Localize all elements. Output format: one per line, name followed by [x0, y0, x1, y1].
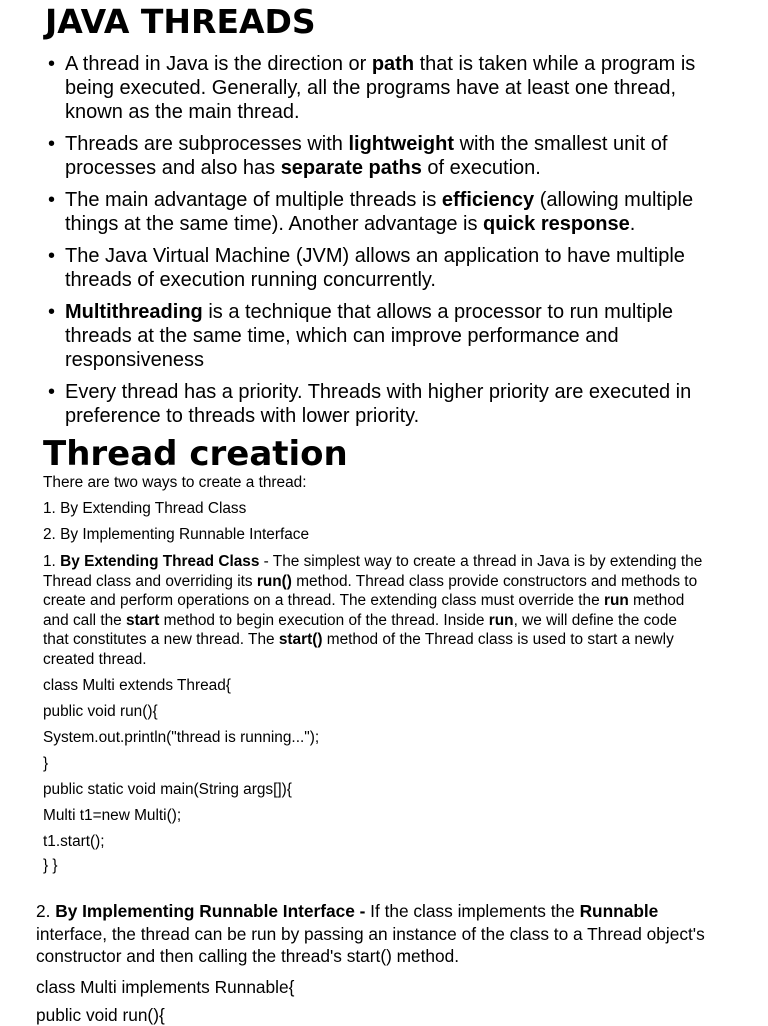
- text-run: with the smallest unit of processes and also has: [65, 133, 668, 179]
- bold-text: start(): [278, 631, 323, 648]
- bullet-item: [46, 244, 722, 292]
- bullet-item: [46, 380, 722, 428]
- bullet-dot-icon: •: [48, 301, 56, 323]
- bold-text: path: [371, 53, 415, 75]
- bold-text: By Implementing Runnable Interface -: [55, 901, 366, 921]
- code-line: public static void main(String args[]){: [43, 781, 292, 798]
- bold-text: separate paths: [280, 157, 422, 179]
- bullet-dot-icon: •: [48, 53, 56, 75]
- bullet-dot-icon: •: [48, 133, 56, 155]
- code-line: System.out.println("thread is running...");: [43, 729, 320, 746]
- text-run: method to begin execution of the thread. Inside: [159, 611, 489, 629]
- bold-text: run: [488, 611, 514, 629]
- text-run: A thread in Java is the direction or: [65, 53, 372, 75]
- text-run: , we will define the code that constitutes a new thread. The: [43, 611, 677, 648]
- bullet-text: [65, 381, 691, 427]
- extending-thread-paragraph: [43, 552, 703, 669]
- text-run: method and call the: [43, 592, 685, 629]
- bullet-text: [65, 133, 667, 179]
- bullet-item: [46, 300, 722, 372]
- way-item: 1. By Extending Thread Class: [43, 500, 247, 517]
- text-run: If the class implements the: [365, 901, 580, 921]
- text-run: (allowing multiple things at the same time). Another advantage is: [65, 189, 694, 235]
- text-run: - The simplest way to create a thread in Java is by extending the Thread class and overriding its: [43, 553, 703, 590]
- text-run: is a technique that allows a processor to run multiple threads at the same time, which can improve performance and responsiveness: [65, 301, 674, 371]
- text-run: interface, the thread can be run by passing an instance of the class to a Thread object's constructor and then calling the thread's start() method.: [36, 923, 705, 966]
- text-run: The Java Virtual Machine (JVM) allows an application to have multiple threads of execution running concurrently.: [65, 245, 685, 291]
- intro-text: There are two ways to create a thread:: [43, 474, 307, 491]
- text-run: method of the Thread class is used to start a newly created thread.: [43, 631, 674, 668]
- bullet-text: [65, 189, 693, 235]
- way-item: 2. By Implementing Runnable Interface: [43, 526, 310, 543]
- bullet-dot-icon: •: [48, 189, 56, 211]
- bullet-text: [65, 53, 695, 123]
- bullet-dot-icon: •: [48, 245, 56, 267]
- bold-text: lightweight: [348, 133, 455, 155]
- text-run: Every thread has a priority. Threads with higher priority are executed in preference to threads with lower priority.: [65, 381, 692, 427]
- code-line: class Multi extends Thread{: [43, 677, 231, 694]
- thread-facts-list: [46, 52, 722, 436]
- text-run: .: [629, 213, 636, 235]
- code-line: public void run(){: [43, 703, 158, 720]
- bold-text: quick response: [483, 213, 630, 235]
- code-line-clipped: } }: [43, 857, 58, 874]
- text-run: 2.: [36, 901, 56, 921]
- bullet-text: [65, 301, 673, 371]
- bold-text: Multithreading: [65, 301, 203, 323]
- bold-text: start: [126, 611, 160, 629]
- text-run: The main advantage of multiple threads is: [65, 189, 442, 211]
- slide-title: JAVA THREADS: [45, 2, 316, 41]
- bold-text: run: [603, 592, 629, 609]
- text-run: of execution.: [421, 157, 541, 179]
- text-run: Threads are subprocesses with: [65, 133, 349, 155]
- code-line: Multi t1=new Multi();: [43, 807, 182, 824]
- bullet-text: [65, 245, 685, 291]
- code-line: class Multi implements Runnable{: [36, 977, 295, 997]
- code-line: public void run(){: [36, 1005, 165, 1025]
- bullet-dot-icon: •: [48, 381, 56, 403]
- runnable-paragraph: [36, 900, 726, 968]
- code-line: }: [43, 755, 49, 772]
- bold-text: run(): [256, 572, 292, 590]
- code-line: t1.start();: [43, 833, 105, 850]
- bold-text: By Extending Thread Class: [60, 553, 260, 570]
- bold-text: efficiency: [441, 189, 535, 211]
- bullet-item: [46, 132, 722, 180]
- bold-text: Runnable: [579, 901, 659, 921]
- text-run: method. Thread class provide constructors and methods to create and perform operations on a thread. The extending class must override the: [43, 572, 698, 609]
- bullet-item: [46, 188, 722, 236]
- text-run: that is taken while a program is being executed. Generally, all the programs have at least one thread, known as the main thread.: [65, 53, 696, 123]
- text-run: 1.: [43, 553, 61, 570]
- section-title: Thread creation: [43, 434, 348, 474]
- bullet-item: [46, 52, 722, 124]
